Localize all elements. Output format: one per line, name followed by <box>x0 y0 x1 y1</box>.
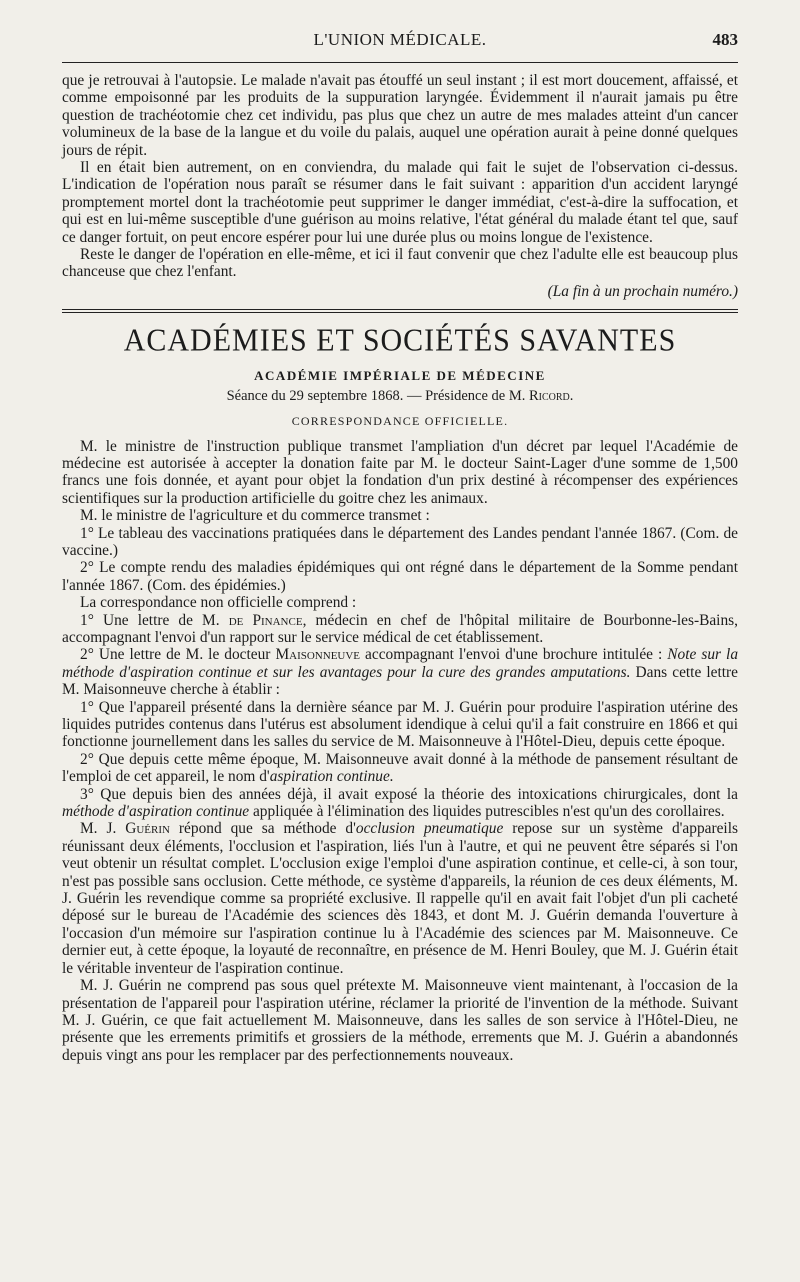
text-run: 1° Une lettre de M. <box>80 611 220 629</box>
paragraph-guerin-priority: M. J. Guérin ne comprend pas sous quel prétexte M. Maisonneuve vient maintenant, à l'occasion de la présentation de l'appareil pour l'aspiration utérine, réclamer la priorité de l'invention de la méthode. Suivant M. J. Guérin, ce que fait actuellement M. Maisonneuve, dans les salles de son service à l'Hôtel-Dieu, ne présente que les errements primitifs et grossiers de la méthode, errements que M. J. Guérin a abandonnés depuis vingt ans pour les remplacer par des perfectionnements nouveaux. <box>62 977 738 1064</box>
academy-heading: ACADÉMIE IMPÉRIALE DE MÉDECINE <box>254 368 546 384</box>
continuation-note: (La fin à un prochain numéro.) <box>547 282 738 300</box>
intro-paragraph-3: Reste le danger de l'opération en elle-même, et ici il faut convenir que chez l'adulte elle est beaucoup plus chanceuse que chez l'enfant. <box>62 246 738 281</box>
text-run: , médecin en chef de l'hôpital militaire de Bourbonne-les-Bains, accompagnant l'envoi d'un rapport sur le service médical de cet établissement. <box>62 611 738 646</box>
article-body <box>62 72 738 1064</box>
paragraph-letter-maisonneuve <box>62 646 738 698</box>
text-run: M. J. <box>80 820 117 838</box>
text-run: répond que sa méthode d' <box>178 820 356 838</box>
header-rule <box>62 62 738 63</box>
correspondance-heading: CORRESPONDANCE OFFICIELLE. <box>291 414 509 429</box>
person-name: de Pinance <box>228 611 303 629</box>
paragraph-minister: M. le ministre de l'agriculture et du commerce transmet : <box>80 507 430 525</box>
paragraph-claim-1: 1° Que l'appareil présenté dans la dernière séance par M. J. Guérin pour produire l'aspiration utérine des liquides putrides contenus dans l'utérus est absolument idendique à celui qu'il a fait construire en 1866 et qui fonctionne journellement dans les salles du service de M. Maisonneuve à l'Hôtel-Dieu, depuis cette époque. <box>62 698 738 751</box>
session-president: Ricord. <box>528 387 574 404</box>
section-title: ACADÉMIES ET SOCIÉTÉS SAVANTES <box>123 323 677 359</box>
italic-term: méthode d'aspiration continue <box>62 803 250 821</box>
paragraph-claim-2 <box>62 751 738 786</box>
text-run: 2° Une lettre de M. le docteur <box>80 646 271 664</box>
page-number: 483 <box>712 30 738 49</box>
text-run: appliquée à l'élimination des liquides putrescibles n'est qu'un des corollaires. <box>252 803 725 821</box>
paragraph-claim-3 <box>62 786 738 821</box>
paragraph-nonofficial: La correspondance non officielle comprend : <box>80 594 357 612</box>
text-run: Dans cette lettre M. Maisonneuve cherche à établir : <box>62 663 738 699</box>
section-divider <box>62 309 738 313</box>
person-name: Maisonneuve <box>275 646 361 664</box>
text-run: 2° Que depuis cette même époque, M. Maisonneuve avait donné à la méthode de pansement résultant de l'emploi de cet appareil, le nom d' <box>62 750 738 786</box>
text-run: accompagnant l'envoi d'une brochure intitulée : <box>365 646 663 664</box>
session-line <box>62 388 738 405</box>
session-date: Séance du 29 septembre 1868. — Présidence de M. <box>226 387 526 404</box>
text-run: repose sur un système d'appareils réunissant deux éléments, l'occlusion et l'aspiration, liés l'un à l'autre, et qui ne peuvent être séparés si l'on veut obtenir un résultat complet. L'occlusion exige l'emploi d'une aspiration continue, et celle-ci, à son tour, n'est pas possible sans occlusion. Cette méthode, ce système d'appareils, la réunion de ces deux éléments, M. J. Guérin les revendique comme sa propriété exclusive. Il rappelle qu'il en avait fait l'objet d'un pli cacheté déposé sur le bureau de l'Académie des sciences dès 1843, et dont M. J. Guérin demanda l'ouverture à l'occasion d'un mémoire sur l'aspiration continue lu à l'Académie des sciences par M. Maisonneuve. Ce dernier eut, à cette époque, la loyauté de reconnaître, en présence de M. Henri Bouley, que M. J. Guérin était le véritable inventeur de l'aspiration continue. <box>62 820 738 977</box>
italic-term: aspiration continue. <box>269 768 394 786</box>
person-name: Guérin <box>125 820 170 838</box>
running-title: L'UNION MÉDICALE. <box>313 30 487 49</box>
page-header <box>62 30 738 56</box>
brochure-title: Note sur la méthode d'aspiration continue et sur les avantages pour la cure des grandes amputations. <box>62 646 739 681</box>
intro-paragraph-1: que je retrouvai à l'autopsie. Le malade n'avait pas étouffé un seul instant ; il est mort doucement, affaissé, et comme empoisonné par les produits de la suppuration laryngée. Évidemment il n'aurait jamais pu être question de trachéotomie chez cet individu, pas plus que chez un autre de mes malades atteint d'un cancer volumineux de la base de la langue et du voile du palais, auquel une opération aurait à peine donné quelques jours de répit. <box>62 72 738 159</box>
paragraph-letter-pinance <box>62 612 738 647</box>
paragraph-item-1: 1° Le tableau des vaccinations pratiquées dans le département des Landes pendant l'année 1867. (Com. de vaccine.) <box>62 524 738 559</box>
paragraph-guerin-reply <box>62 820 738 977</box>
italic-term: occlusion pneumatique <box>355 820 504 838</box>
text-run: 3° Que depuis bien des années déjà, il avait exposé la théorie des intoxications chirurgicales, dont la <box>80 785 738 803</box>
paragraph-decree: M. le ministre de l'instruction publique transmet l'ampliation d'un décret par lequel l'Académie de médecine est autorisée à accepter la donation faite par M. le docteur Saint-Lager d'une somme de 1,500 francs une fois donnée, et ayant pour objet la fondation d'un prix destiné à récompenser des expériences scientifiques sur la production artificielle du goitre chez les animaux. <box>62 437 738 507</box>
intro-paragraph-2: Il en était bien autrement, on en conviendra, du malade qui fait le sujet de l'observation ci-dessus. L'indication de l'opération nous paraît se résumer dans le fait suivant : apparition d'un accident laryngé promptement mortel dont la trachéotomie peut supprimer le danger immédiat, c'est-à-dire la suffocation, et qui est en lui-même susceptible d'une guérison au moins relative, l'état général du malade étant tel que, sauf ce danger fortuit, on peut encore espérer pour lui une durée plus ou moins longue de l'existence. <box>62 159 738 246</box>
paragraph-item-2: 2° Le compte rendu des maladies épidémiques qui ont régné dans le département de la Somme pendant l'année 1867. (Com. des épidémies.) <box>62 559 738 594</box>
